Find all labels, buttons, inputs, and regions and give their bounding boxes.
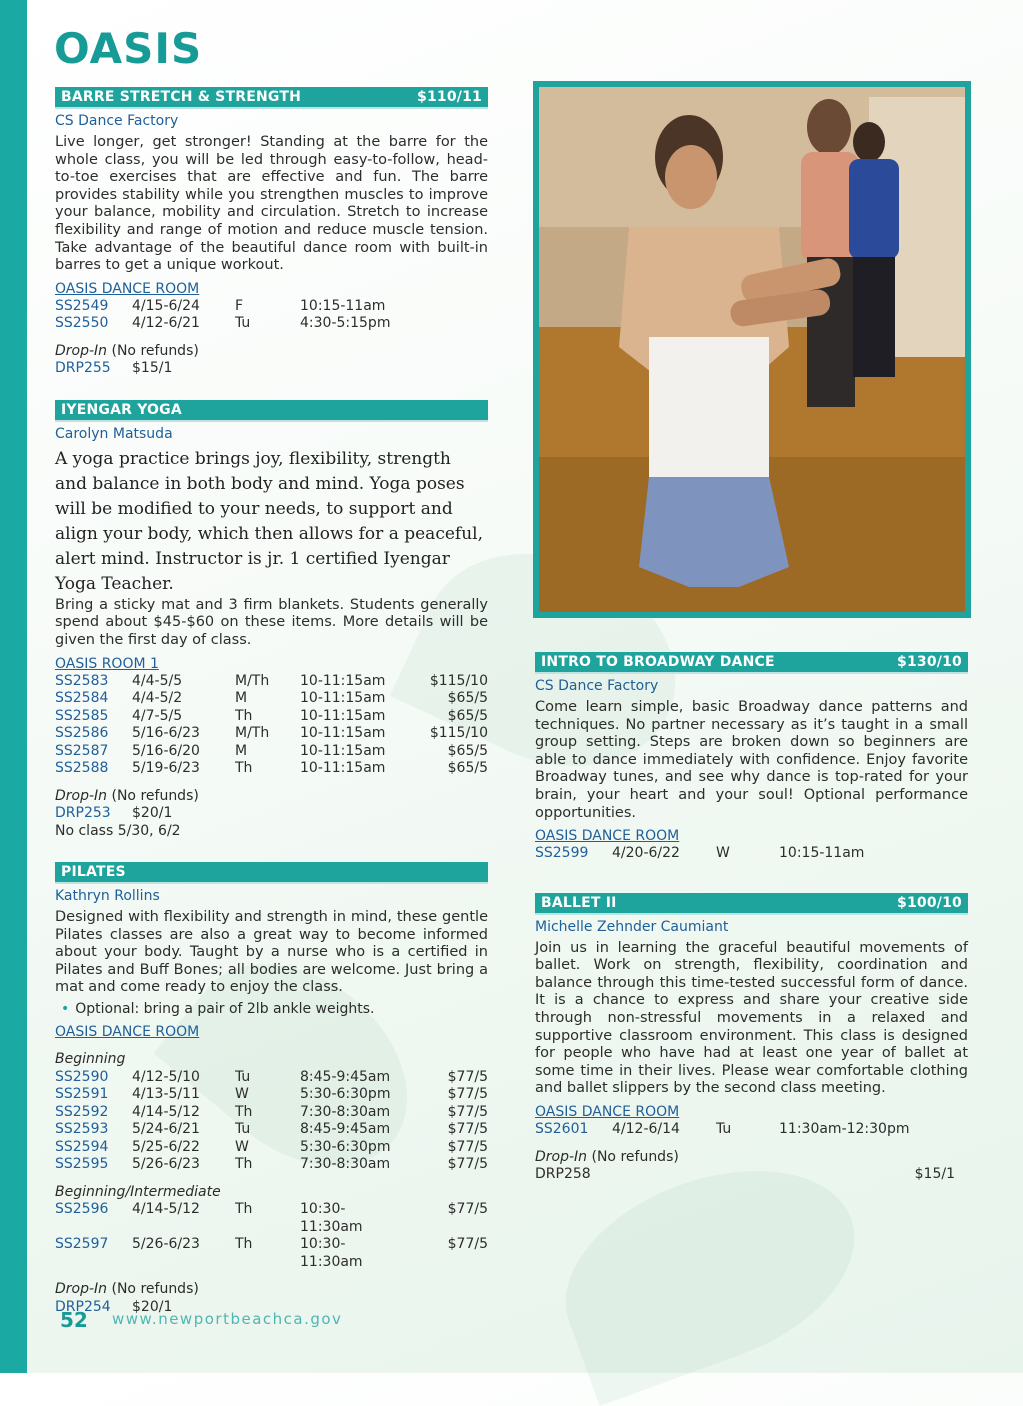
class-pilates [55,862,488,1316]
cell-day: Th [235,760,253,777]
cell-time: 7:30-8:30am [300,1156,391,1172]
cell-day: Tu [235,1068,251,1085]
cell-price: $77/5 [447,1086,488,1102]
dropin-code[interactable]: DRP254 [55,1298,111,1315]
cell-price: $65/5 [447,742,488,759]
schedule-row [55,760,488,778]
dropin-label: Drop-In [55,1281,108,1297]
class-price: $110/11 [417,89,482,105]
cell-price [398,298,488,316]
cell-dates: 4/4-5/5 [132,672,183,689]
class-header [535,652,968,674]
schedule-row [55,1069,488,1087]
schedule-row [55,298,488,316]
cell-time: 5:30-6:30pm [300,1086,391,1102]
no-class-note: No class 5/30, 6/2 [55,822,181,839]
cell-time: 10-11:15am [300,672,386,689]
cell-day: Th [235,1201,253,1217]
cell-dates: 4/20-6/22 [612,845,680,862]
cell-time: 10:15-11am [300,297,386,314]
cell-day: W [235,1086,249,1102]
cell-time: 7:30-8:30am [300,1103,391,1120]
cell-time: 4:30-5:15pm [300,315,391,332]
cell-code[interactable]: SS2595 [55,1156,109,1172]
website-link[interactable]: www.newportbeachca.gov [112,1310,343,1328]
instructor-name: CS Dance Factory [55,113,179,129]
schedule-row [55,315,488,333]
cell-dates: 4/12-6/21 [132,315,200,332]
dropin-price: $15/1 [132,360,173,377]
schedule-table [55,673,488,778]
dance-class-photo [539,87,965,612]
class-title: BARRE STRETCH & STRENGTH [61,89,301,105]
schedule-table [55,1201,488,1271]
dropin-label: Drop-In [535,1148,588,1165]
dropin-note: (No refunds) [111,787,199,804]
dropin-note: (No refunds) [111,342,199,359]
cell-day: M [235,690,248,707]
cell-price: $77/5 [447,1138,488,1155]
location-link[interactable]: OASIS ROOM 1 [55,655,159,672]
class-yoga [55,400,488,840]
instructor-name: Kathryn Rollins [55,888,160,905]
cell-time: 10-11:15am [300,760,386,777]
cell-day: Th [235,1156,253,1172]
dropin-row [55,805,488,823]
cell-dates: 5/19-6/23 [132,760,200,777]
cell-code[interactable]: SS2593 [55,1121,109,1137]
cell-time: 8:45-9:45am [300,1121,391,1137]
cell-price: $77/5 [447,1068,488,1085]
cell-price: $77/5 [447,1103,488,1120]
bullet-dot: • [61,1001,70,1017]
cell-price: $77/5 [447,1156,488,1172]
cell-day: M/Th [235,725,270,742]
cell-code[interactable]: SS2597 [55,1236,109,1252]
schedule-row [55,743,488,761]
location-link[interactable]: OASIS DANCE ROOM [535,1104,680,1120]
cell-price: $77/5 [447,1121,488,1137]
cell-code[interactable]: SS2599 [535,845,589,862]
location-link[interactable]: OASIS DANCE ROOM [535,828,680,845]
schedule-row [55,1104,488,1122]
cell-price: $65/5 [447,760,488,777]
class-description: Come learn simple, basic Broadway dance patterns and techniques. No partner necessary as it’s taught in a small group setting. Steps are broken down so beginners are able to dance immediately with confidence. Enjoy favorite Broadway tunes, and see why dance is top-rated for your brain, your heart and your soul! Optional performance opportunities. [535,699,968,821]
class-price: $130/10 [897,654,962,670]
bullet-item [55,1000,488,1018]
dropin-price: $15/1 [914,1166,955,1182]
schedule-row [535,1121,968,1139]
instructor-name: CS Dance Factory [535,678,659,694]
cell-dates: 5/24-6/21 [132,1121,200,1137]
dancers-illustration [539,87,965,612]
location-link[interactable]: OASIS DANCE ROOM [55,280,200,297]
cell-day: M [235,742,248,759]
cell-day: Th [235,1236,253,1252]
cell-day: Th [235,707,253,724]
cell-price: $77/5 [447,1236,488,1252]
schedule-row [55,1156,488,1174]
cell-time: 10:30-11:30am [300,1201,363,1235]
cell-day: Th [235,1103,253,1120]
cell-code[interactable]: SS2596 [55,1201,109,1217]
schedule-row [535,845,968,863]
dropin-code: DRP258 [535,1166,591,1182]
class-header [55,862,488,884]
cell-time: 10-11:15am [300,707,386,724]
cell-price: $115/10 [429,725,488,742]
class-title: IYENGAR YOGA [61,401,182,418]
cell-time: 10-11:15am [300,690,386,707]
cell-dates: 5/26-6/23 [132,1156,200,1172]
schedule-row [55,690,488,708]
cell-code[interactable]: SS2549 [55,297,109,314]
cell-code[interactable]: SS2592 [55,1103,109,1120]
dropin-label: Drop-In [55,342,108,359]
schedule-row [55,1139,488,1157]
dropin-note: (No refunds) [111,1281,199,1297]
cell-code[interactable]: SS2591 [55,1086,109,1102]
dropin-note: (No refunds) [591,1148,679,1165]
cell-code[interactable]: SS2587 [55,742,109,759]
cell-day: W [716,845,730,862]
group-label: Beginning/Intermediate [55,1183,221,1200]
schedule-row [55,1086,488,1104]
cell-code[interactable]: SS2584 [55,690,109,707]
cell-time: 10-11:15am [300,742,386,759]
dropin-code[interactable]: DRP255 [55,360,111,377]
cell-code[interactable]: SS2590 [55,1068,109,1085]
cell-price: $65/5 [447,690,488,707]
class-description: Designed with flexibility and strength in mind, these gentle Pilates classes are also a great way to become informed about your body. Taught by a nurse who is a certified in Pilates and Buff Bones; all bodies are welcome. Just bring a mat and come ready to enjoy the class. [55,909,488,996]
right-column [535,652,968,1184]
dropin-price: $20/1 [132,1298,173,1315]
instructor-name: Michelle Zehnder Caumiant [535,918,729,935]
dropin-code[interactable]: DRP253 [55,805,111,822]
cell-time: 11:30am-12:30pm [779,1121,910,1137]
cell-code[interactable]: SS2594 [55,1138,109,1155]
cell-code[interactable]: SS2583 [55,672,109,689]
schedule-table [535,845,968,863]
schedule-table [535,1121,968,1139]
dropin-line [55,343,488,361]
cell-price: $77/5 [447,1201,488,1217]
cell-code[interactable]: SS2585 [55,707,109,724]
cell-price: $65/5 [447,707,488,724]
schedule-table [55,1069,488,1174]
class-price: $100/10 [897,894,962,911]
class-description: Live longer, get stronger! Standing at the barre for the whole class, you will be led through easy-to-follow, head-to-toe exercises that are effective and fun. The barre provides stability while you strengthen muscles to improve your balance, mobility and circulation. Stretch to increase flexibility and range of motion and reduce muscle tension. Take advantage of the beautiful dance room with built-in barres to get a unique workout. [55,134,488,274]
cell-dates: 5/25-6/22 [132,1138,200,1155]
cell-time: 10:15-11am [779,845,865,862]
dropin-label: Drop-In [55,787,108,804]
class-description: Join us in learning the graceful beautiful movements of ballet. Work on strength, flexibility, coordination and balance through this time-tested successful form of dance. It is a chance to express and share your creative side through non-stressful movements in a relaxed and supportive classroom environment. This class is designed for people who have had at least one year of ballet at some time in their lives. Please wear comfortable clothing and ballet slippers by the second class meeting. [535,939,968,1097]
schedule-row [55,1201,488,1236]
bullet-text: Optional: bring a pair of 2lb ankle weights. [75,1001,375,1017]
cell-dates: 5/26-6/23 [132,1236,200,1252]
left-column [55,87,488,1316]
schedule-row [55,1121,488,1139]
schedule-row [55,725,488,743]
brand-logo: OASIS [54,24,203,73]
schedule-row [55,708,488,726]
class-title: INTRO TO BROADWAY DANCE [541,654,775,670]
cell-code[interactable]: SS2586 [55,725,109,742]
page-number: 52 [60,1308,88,1332]
location-link[interactable]: OASIS DANCE ROOM [55,1024,200,1040]
cell-dates: 4/14-5/12 [132,1103,200,1120]
schedule-table [55,298,488,333]
dropin-row [535,1166,968,1184]
cell-day: F [235,297,244,314]
class-barre [55,87,488,378]
dropin-line [55,788,488,806]
cell-dates: 5/16-6/20 [132,742,200,759]
class-header [535,893,968,915]
cell-code[interactable]: SS2550 [55,315,109,332]
cell-dates: 4/15-6/24 [132,297,200,314]
cell-dates: 4/14-5/12 [132,1201,200,1217]
class-intro: A yoga practice brings joy, flexibility, strength and balance in both body and mind. Yoga poses will be modified to your needs, to support and align your body, which then allows for a peaceful, alert mind. Instructor is jr. 1 certified Iyengar Yoga Teacher. [55,448,483,594]
class-header [55,87,488,109]
class-broadway [535,652,968,863]
teal-edge-bar [0,0,27,1373]
dropin-line [535,1149,968,1167]
cell-time: 8:45-9:45am [300,1068,391,1085]
cell-dates: 4/7-5/5 [132,707,183,724]
cell-code[interactable]: SS2588 [55,760,109,777]
cell-dates: 5/16-6/23 [132,725,200,742]
class-title: PILATES [61,864,126,881]
cell-day: M/Th [235,672,270,689]
class-description: Bring a sticky mat and 3 firm blankets. Students generally spend about $45-$60 on these items. More details will be given the first day of class. [55,596,488,648]
cell-time: 10-11:15am [300,725,386,742]
cell-day: Tu [716,1121,732,1137]
group-label: Beginning [55,1051,126,1067]
cell-price: $115/10 [429,672,488,689]
cell-day: Tu [235,315,251,332]
cell-dates: 4/12-5/10 [132,1068,200,1085]
cell-code[interactable]: SS2601 [535,1121,589,1137]
cell-dates: 4/12-6/14 [612,1121,680,1137]
cell-day: Tu [235,1121,251,1137]
class-ballet [535,893,968,1184]
cell-time: 5:30-6:30pm [300,1138,391,1155]
dropin-line [55,1281,488,1299]
dropin-row [55,360,488,378]
cell-day: W [235,1138,249,1155]
cell-time: 10:30-11:30am [300,1236,363,1270]
class-header [55,400,488,422]
instructor-name: Carolyn Matsuda [55,425,173,442]
photo-frame [533,81,971,618]
cell-dates: 4/4-5/2 [132,690,183,707]
dropin-price: $20/1 [132,805,173,822]
schedule-row [55,1236,488,1271]
class-title: BALLET II [541,894,617,911]
cell-price [398,315,488,333]
cell-dates: 4/13-5/11 [132,1086,200,1102]
schedule-row [55,673,488,691]
